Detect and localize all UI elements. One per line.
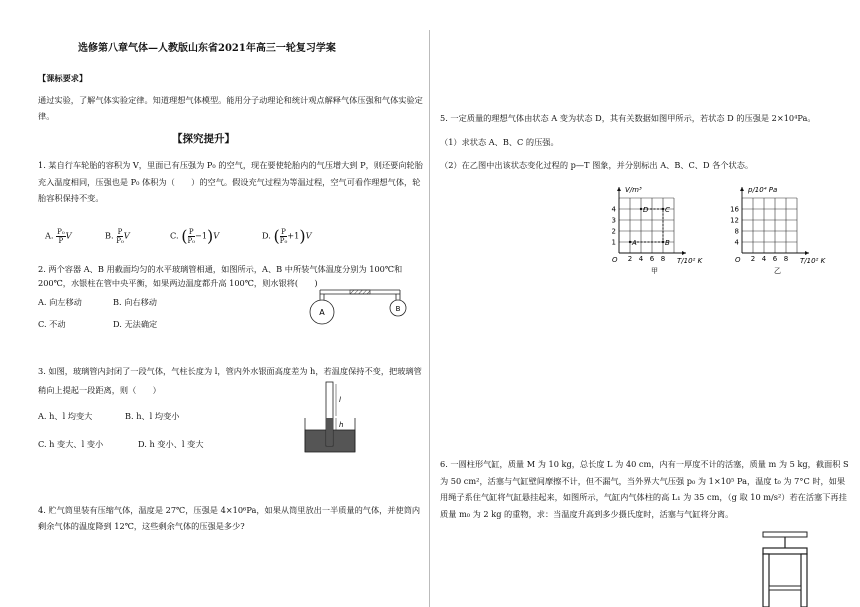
- graph-yi-ylabel: p/10⁴ Pa: [748, 186, 778, 194]
- document-title: 选修第八章气体—人教版山东省2021年高三一轮复习学案: [78, 43, 336, 54]
- fraction: $\frac{P}{\text{P₀}}$: [116, 228, 124, 245]
- x-tick-label: 8: [783, 255, 789, 263]
- question-3-text: 3. 如图，玻璃管内封闭了一段气体，气柱长度为 l，管内外水银面高度差为 h，若温度保持不变，把玻璃管稍向上提起一段距离，则（ ）: [38, 366, 422, 395]
- graph-yi-origin: O: [735, 256, 741, 264]
- x-tick-label: 6: [772, 255, 778, 263]
- q3-tube-figure: [300, 378, 360, 458]
- x-tick-label: 8: [660, 255, 666, 263]
- q3-option-a: A. h、l 均变大: [38, 411, 93, 421]
- question-5-text: 5. 一定质量的理想气体由状态 A 变为状态 D，其有关数据如图甲所示，若状态 D 的压强是 2×10⁴Pa。: [440, 113, 816, 123]
- q3-option-d: D. h 变小、l 变大: [138, 439, 204, 449]
- fraction: $\frac{P}{\text{P₀}}$: [279, 228, 288, 245]
- x-tick-label: 4: [761, 255, 767, 263]
- y-axis-arrow: [740, 187, 744, 191]
- column-divider: [429, 30, 430, 607]
- label-h: h: [339, 421, 344, 429]
- x-axis-arrow: [805, 251, 809, 255]
- q3-option-b: B. h、l 均变小: [125, 411, 180, 421]
- x-tick-label: 2: [627, 255, 633, 263]
- graph-jia-ylabel: V/m³: [625, 186, 642, 194]
- y-tick-label: 3: [611, 216, 616, 225]
- q1-option-b: B. $\frac{P}{\text{P₀}}$ V: [105, 228, 130, 245]
- q2-option-a: A. 向左移动: [38, 297, 82, 307]
- graph-jia: [605, 183, 720, 275]
- x-tick-label: 6: [649, 255, 655, 263]
- state-label: B: [665, 239, 670, 247]
- section-heading: 【探究提升】: [172, 133, 235, 145]
- question-6-text: 6. 一圆柱形气缸，质量 M 为 10 kg，总长度 L 为 40 cm，内有一厚度不计的活塞，质量 m 为 5 kg，截面积 S 为 50 cm²，活塞与气缸壁间摩擦不计，但不漏气，当外界大气压强 p₀ 为 1×10⁵ Pa，温度 t₀ 为 7°C 时，如果用绳子系住气缸将气缸悬挂起来，如图所示，气缸内气体柱的高 L₁ 为 35 cm，（g 取 10 m/s²）若在活塞下再挂质量 m₀ 为 2 kg 的重物，求：当温度升高到多少摄氏度时，活塞与气缸将分离。: [440, 459, 849, 519]
- hanger-bar: [763, 532, 807, 537]
- y-axis-arrow: [617, 187, 621, 191]
- y-tick-label: 1: [611, 238, 616, 247]
- y-tick-label: 8: [734, 227, 739, 236]
- y-tick-label: 12: [730, 216, 739, 225]
- graph-jia-origin: O: [612, 256, 618, 264]
- question-2-text: 2. 两个容器 A、B 用截面均匀的水平玻璃管相通，如图所示，A、B 中所装气体温度分别为 100℃和 200℃，水银柱在管中央平衡，如果两边温度都升高 100℃，则水银将( ): [38, 264, 403, 288]
- x-tick-label: 2: [750, 255, 756, 263]
- cylinder-right-wall: [801, 554, 807, 607]
- fraction: $\frac{\text{P₀}}{P}$: [57, 228, 65, 245]
- question-4-text: 4. 贮气筒里装有压缩气体，温度是 27℃，压强是 4×10⁶Pa，如果从筒里放出一半质量的气体，并使筒内剩余气体的温度降到 12℃，这些剩余气体的压强是多少?: [38, 505, 421, 531]
- q3-option-c: C. h 变大、l 变小: [38, 439, 104, 449]
- standards-heading: 【课标要求】: [38, 73, 88, 83]
- vessel-a-label: A: [319, 308, 325, 317]
- graph-jia-xlabel: T/10² K: [677, 257, 703, 265]
- graph-yi-caption: 乙: [774, 267, 781, 275]
- cylinder-top: [763, 548, 807, 554]
- q1-option-a: A. $\frac{\text{P₀}}{P}$ V: [45, 228, 72, 245]
- q1-option-d: D. ( $\frac{P}{\text{P₀}}$ +1)V: [262, 226, 312, 246]
- state-label: C: [665, 206, 670, 214]
- y-tick-label: 4: [734, 238, 739, 247]
- q1-option-c: C. ( $\frac{P}{\text{P₀}}$ −1)V: [170, 226, 220, 246]
- mercury-column: [327, 418, 333, 446]
- q2-option-d: D. 无法确定: [113, 319, 158, 329]
- x-tick-label: 4: [638, 255, 644, 263]
- q2-option-b: B. 向右移动: [113, 297, 157, 307]
- x-axis-arrow: [682, 251, 686, 255]
- question-5-sub2: （2）在乙图中出该状态变化过程的 p—T 图象，并分别标出 A、B、C、D 各个状态。: [440, 160, 754, 170]
- question-5-sub1: （1）求状态 A、B、C 的压强。: [440, 137, 559, 147]
- graph-yi-xlabel: T/10² K: [800, 257, 826, 265]
- cylinder-left-wall: [763, 554, 769, 607]
- vessel-b-label: B: [395, 305, 401, 313]
- question-1-text: 1. 某自行车轮胎的容积为 V，里面已有压强为 P₀ 的空气，现在要使轮胎内的气压增大到 P，则还要向轮胎充入温度相同，压强也是 P₀ 体积为（ ）的空气。假设充气过程为等温过程，空气可看作理想气体，轮胎容积保持不变。: [38, 160, 423, 203]
- graph-yi: [728, 183, 843, 275]
- piston: [769, 586, 801, 590]
- y-tick-label: 4: [611, 205, 616, 214]
- y-tick-label: 16: [730, 205, 739, 214]
- graph-yi-grid: [742, 198, 797, 253]
- y-tick-label: 2: [611, 227, 616, 236]
- q6-cylinder-figure: [755, 530, 815, 607]
- q2-vessels-figure: [300, 280, 415, 330]
- fraction: $\frac{P}{\text{P₀}}$: [187, 228, 195, 245]
- graph-jia-caption: 甲: [651, 267, 658, 275]
- label-l: l: [339, 396, 341, 404]
- q2-option-c: C. 不动: [38, 319, 66, 329]
- state-label: A: [632, 239, 637, 247]
- state-label: D: [643, 206, 649, 214]
- standards-text: 通过实验，了解气体实验定律。知道理想气体模型。能用分子动理论和统计观点解释气体压强和气体实验定律。: [38, 95, 423, 121]
